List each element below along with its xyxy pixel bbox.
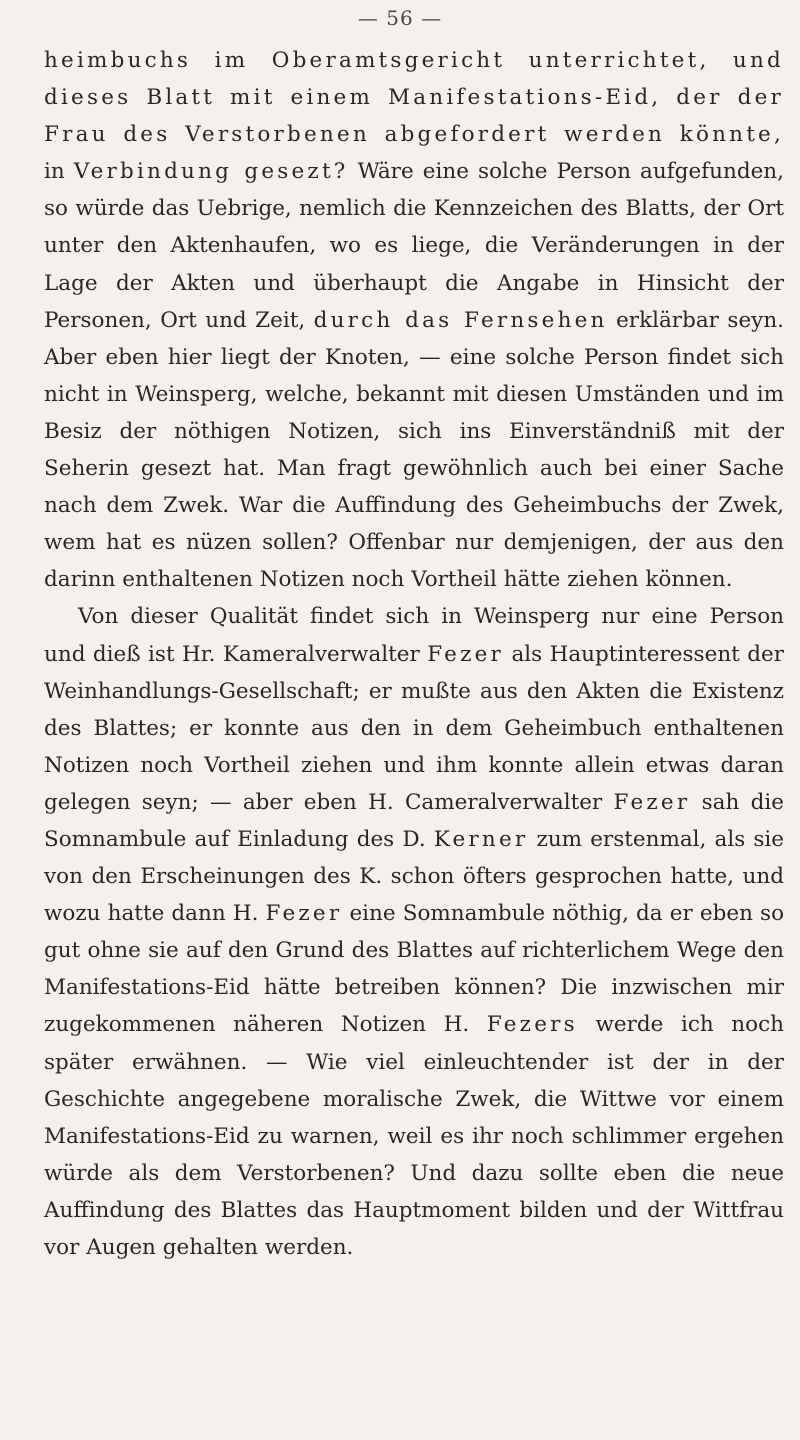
text-run: Fezers [486, 1012, 578, 1038]
text-run: eine Somnambule nöthig, da er eben so gut ohne sie auf den Grund des Blattes auf richterlichem Wege den Manifestations-Eid hätte betreiben können? Die inzwischen mir zugekommenen näheren Notizen H. [44, 901, 785, 1038]
text-run: Kerner [433, 826, 529, 852]
text-run: werde ich noch später erwähnen. — Wie viel einleuchtender ist der in der Geschichte angegebene moralische Zwek, die Wittwe vor einem Manifestations-Eid zu warnen, weil es ihr noch schlimmer ergehen würde als dem Verstorbenen? Und dazu sollte eben die neue Auffindung des Blattes das Hauptmoment bilden und der Wittfrau vor Augen gehalten werden. [44, 1012, 784, 1260]
text-run: Von dieser Qualität findet sich in Weinsperg nur eine Person und dieß ist Hr. Kameralverwalter [44, 604, 784, 667]
text-run: in [44, 159, 74, 185]
text-run: erklärbar seyn. Aber eben hier liegt der Knoten, — eine solche Person findet sich nicht in Weinsperg, welche, bekannt mit diesen Umständen und im Besiz der nöthigen Notizen, sich ins Einverständniß mit der Seherin gesezt hat. Man fragt gewöhnlich auch bei einer Sache nach dem Zwek. War die Auffindung des Geheimbuchs der Zwek, wem hat es nüzen sollen? Offenbar nur demjenigen, der aus den darinn enthaltenen Notizen noch Vortheil hätte ziehen können. [44, 307, 784, 593]
text-run: als Hauptinteressent der Weinhandlungs-Gesellschaft; er mußte aus den Akten die Existenz des Blattes; er konnte aus den in dem Geheimbuch enthaltenen Notizen noch Vortheil ziehen und ihm konnte allein etwas daran gelegen seyn; — aber eben H. Cameralverwalter [44, 641, 784, 815]
text-run: zum erstenmal, als sie von den Erscheinungen des K. schon öfters gesprochen hatte, und wozu hatte dann H. [44, 826, 785, 927]
text-run: Wäre eine solche Person aufgefunden, so würde das Uebrige, nemlich die Kennzeichen des Blatts, der Ort unter den Aktenhaufen, wo es liege, die Veränderungen in der Lage der Akten und überhaupt die Angabe in Hinsicht der Personen, Ort und Zeit, [44, 159, 784, 333]
text-run: durch das Fernsehen [313, 307, 608, 333]
text-run: Fezer [265, 901, 343, 927]
paragraph-2 [44, 598, 784, 1266]
body-text [44, 42, 784, 1266]
text-run: heimbuchs im Oberamtsgericht unterrichtet, und dieses Blatt mit einem Manifestations-Eid, der der Frau des Verstorbenen abgefordert werden könnte, [44, 48, 784, 148]
text-run: Fezer [613, 789, 691, 815]
text-run: sah die Somnambule auf Einladung des D. [44, 789, 785, 852]
text-run: Fezer [427, 641, 505, 667]
page-number: — 56 — [357, 6, 443, 30]
paragraph-1 [44, 42, 784, 598]
text-run: Verbindung gesezt? [73, 159, 349, 185]
